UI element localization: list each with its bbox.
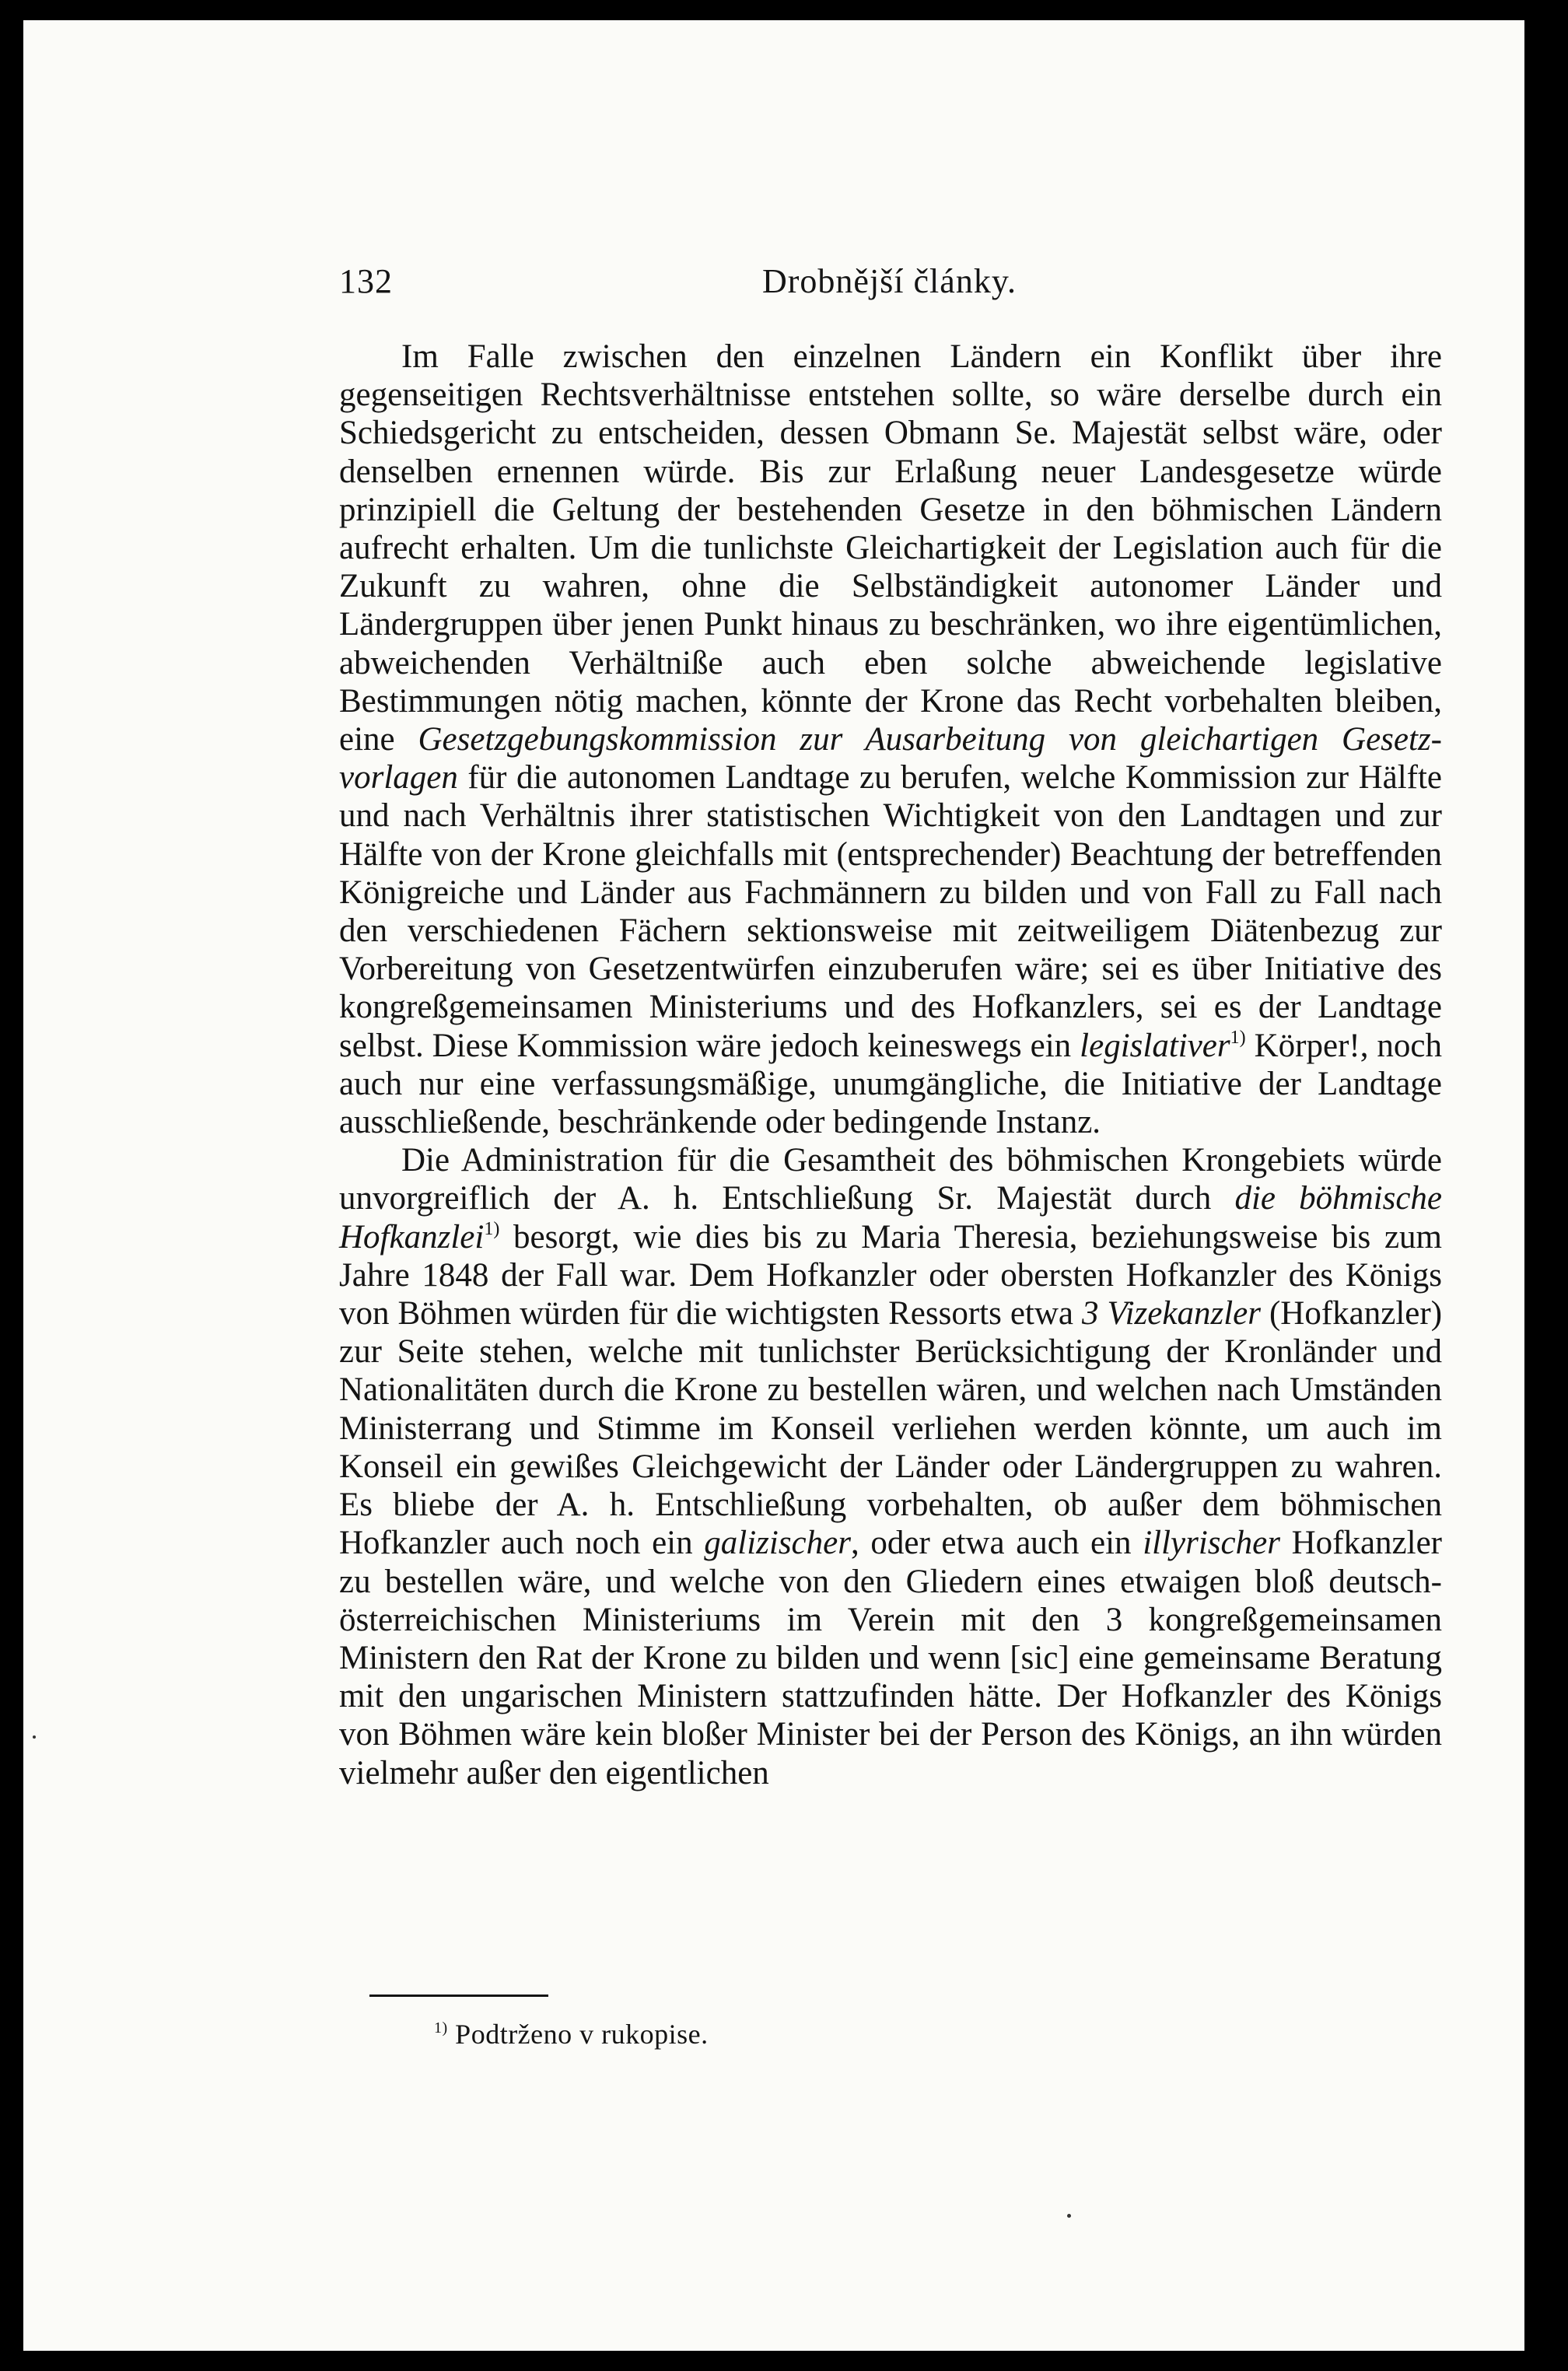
- paragraph-2-text-b: besorgt, wie dies bis zu Maria Theresia, beziehungsweise bis zum Jahre 1848 der Fall war. Dem Hofkanzler oder obersten Hofkanzler des Königs von Böhmen würden für die wichtigsten Ressorts etwa: [339, 1218, 1443, 1333]
- italic-gesetzgebungskommission: Gesetzgebungskommission zur Ausarbeitung von gleichartigen Gesetz-vorlagen: [339, 721, 1442, 797]
- paragraph-2: [339, 1141, 1442, 1791]
- italic-vizekanzler: 3 Vizekanzler: [1082, 1295, 1261, 1333]
- paragraph-2-text-d: , oder etwa auch ein: [850, 1525, 1132, 1562]
- footnote-ref: 1): [1230, 1027, 1246, 1048]
- page-header: [339, 261, 1459, 308]
- paragraph-2-text-e: Hofkanzler zu bestellen wäre, und welche von den Gliedern eines etwaigen bloß deutsch-österreichischen Ministeriums im Verein mit den 3 kongreßgemeinsamen Ministern den Rat der Krone zu bilden und wenn [sic] eine gemeinsame Beratung mit den ungarischen Ministern stattzufinden hätte. Der Hofkanzler des Königs von Böhmen wäre kein bloßer Minister bei der Person des Königs, an ihn würden vielmehr außer den eigentlichen: [339, 1525, 1442, 1791]
- footnote: [434, 2018, 709, 2051]
- italic-galizischer: galizischer: [704, 1525, 851, 1562]
- body-text: [339, 338, 1442, 1792]
- scan-border: [1524, 0, 1568, 2371]
- footnote-divider: [369, 1995, 548, 1997]
- footnote-marker: 1): [434, 2019, 448, 2037]
- italic-legislativer: legislativer: [1080, 1027, 1230, 1064]
- paragraph-1-text-a: Im Falle zwischen den einzelnen Ländern ein Konflikt über ihre gegenseitigen Rechtsverhältnisse entstehen sollte, so wäre derselbe durch ein Schiedsgericht zu entscheiden, dessen Obmann Se. Majestät selbst wäre, oder denselben ernennen würde. Bis zur Erlaßung neuer Landesgesetze würde prinzipiell die Geltung der bestehenden Gesetze in den böhmischen Ländern aufrecht erhalten. Um die tunlichste Gleichartigkeit der Legislation auch für die Zukunft zu wahren, ohne die Selbständigkeit autonomer Länder und Ländergruppen über jenen Punkt hinaus zu beschränken, wo ihre eigentümlichen, abweichenden Verhältniße auch eben solche abweichende legislative Bestimmungen nötig machen, könnte der Krone das Recht vorbehalten bleiben, eine: [339, 338, 1442, 758]
- paragraph-2-text-c: (Hofkanzler) zur Seite stehen, welche mit tunlichster Berücksichtigung der Kronländer und Nationalitäten durch die Krone zu bestellen wären, und welchen nach Umständen Ministerrang und Stimme im Konseil verliehen werden könnte, um auch im Konseil ein gewißes Gleichgewicht der Länder oder Ländergruppen zu wahren. Es bliebe der A. h. Entschließung vorbehalten, ob außer dem böhmischen Hofkanzler auch noch ein: [339, 1295, 1443, 1562]
- footnote-text: Podtrženo v rukopise.: [455, 2019, 709, 2050]
- paragraph-1-text-b: für die autonomen Landtage zu berufen, welche Kommission zur Hälfte und nach Verhältnis ihrer statistischen Wichtigkeit von den Landtagen und zur Hälfte von der Krone gleichfalls mit (entsprechender) Beachtung der betreffenden Königreiche und Länder aus Fachmännern zu bilden und von Fall zu Fall nach den verschiedenen Fächern sektionsweise mit zeitweiligem Diätenbezug zur Vorbereitung von Gesetzentwürfen einzuberufen wäre; sei es über Initiative des kongreßgemeinsamen Ministeriums und des Hofkanzlers, sei es der Landtage selbst. Diese Kommission wäre jedoch keineswegs ein: [339, 759, 1443, 1064]
- running-title: Drobnější články.: [762, 262, 1017, 300]
- scan-speck: [33, 1735, 36, 1739]
- page-number: 132: [339, 262, 393, 300]
- paragraph-1: [339, 338, 1442, 1141]
- italic-illyrischer: illyrischer: [1143, 1525, 1280, 1562]
- scan-speck: [1067, 2214, 1071, 2218]
- italic-hofkanzlei: die böhmische Hofkanzlei: [339, 1180, 1443, 1256]
- paragraph-1-text-c: Körper!, noch auch nur eine verfassungsmäßige, unumgängliche, die Initiative der Landtage ausschließende, beschränkende oder bedingende Instanz.: [339, 1027, 1443, 1141]
- paragraph-2-text-a: Die Administration für die Gesamtheit des böhmischen Krongebiets würde unvorgreiflich der A. h. Entschließung Sr. Majestät durch: [339, 1142, 1442, 1217]
- footnote-ref: 1): [484, 1218, 500, 1239]
- book-page: [23, 20, 1524, 2351]
